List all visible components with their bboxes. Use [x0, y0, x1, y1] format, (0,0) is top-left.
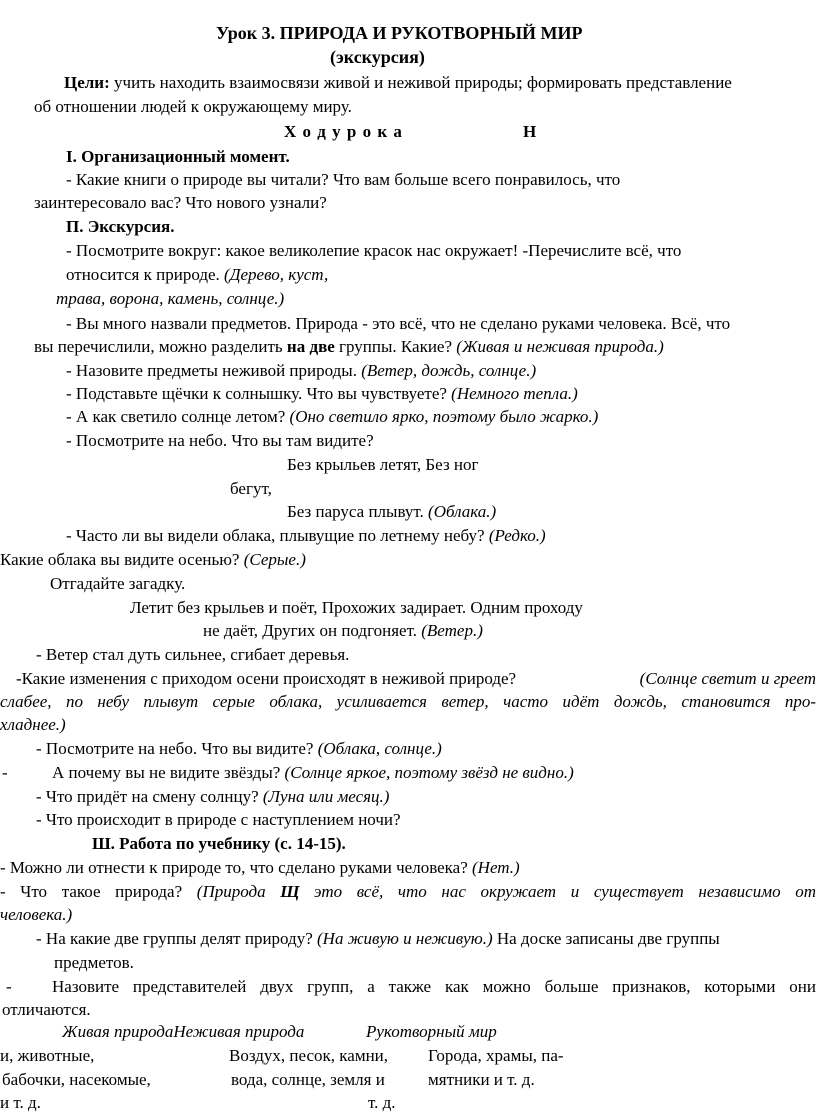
riddle-line	[203, 620, 483, 642]
answer-text: (Ветер.)	[421, 621, 483, 640]
answer-text: (Живая и неживая природа.)	[456, 337, 664, 356]
answer-text: (Солнце светит и греет	[639, 669, 816, 688]
table-cell: и т. д.	[0, 1093, 41, 1112]
text-span: - Можно ли отнести к природе то, что сделано руками человека?	[0, 858, 473, 877]
paragraph-line	[66, 360, 536, 382]
section-3-heading: Ш. Работа по учебнику (с. 14-15).	[92, 834, 346, 853]
paragraph-line	[66, 383, 578, 405]
course-heading: Х о д у р о к а	[284, 122, 403, 141]
text-span: На доске записаны две группы	[492, 929, 720, 948]
table-cell: т. д.	[368, 1093, 396, 1112]
paragraph-line: Отгадайте загадку.	[50, 574, 186, 593]
answer-text: это всё, что нас окружает и существует независимо от	[299, 882, 816, 901]
paragraph-line	[52, 976, 816, 998]
paragraph-line	[0, 881, 816, 903]
answer-text: (Природа	[196, 882, 281, 901]
answer-text: трава, ворона, камень, солнце.)	[56, 289, 285, 308]
paragraph-line: предметов.	[54, 953, 134, 972]
paragraph-line	[0, 691, 816, 713]
riddle-line	[287, 501, 496, 523]
section-2-heading: П. Экскурсия.	[66, 217, 175, 236]
paragraph-line: заинтересовало вас? Что нового узнали?	[34, 193, 327, 212]
goals-line-2: об отношении людей к окружающему миру.	[34, 97, 352, 116]
answer-text: (Серые.)	[243, 550, 306, 569]
paragraph-line	[36, 928, 720, 950]
column-header-living: Живая природа	[62, 1022, 174, 1041]
answer-text: (Нет.)	[472, 858, 520, 877]
text-span: - Что такое природа?	[0, 882, 197, 901]
paragraph-line: - Ветер стал дуть сильнее, сгибает деревья.	[36, 645, 350, 664]
paragraph-line: отличаются.	[2, 1000, 91, 1019]
paragraph-line	[0, 857, 520, 879]
column-header-nonliving: Неживая природа	[173, 1022, 305, 1041]
paragraph-line	[66, 406, 598, 428]
answer-text: (Облака, солнце.)	[317, 739, 442, 758]
table-cell: Города, храмы, па-	[428, 1046, 564, 1065]
text-span: Без паруса плывут.	[287, 502, 429, 521]
riddle-line: Без крыльев летят, Без ног	[287, 455, 479, 474]
answer-text: хладнее.)	[0, 715, 66, 734]
paragraph-line	[34, 336, 664, 358]
answer-text: (Солнце яркое, поэтому звёзд не видно.)	[284, 763, 574, 782]
paragraph-line: - Посмотрите вокруг: какое великолепие красок нас окружает! -Перечислите всё, что	[66, 241, 682, 260]
text-span: не даёт, Других он подгоняет.	[203, 621, 422, 640]
paragraph-line: - Посмотрите на небо. Что вы там видите?	[66, 431, 374, 450]
paragraph-line: - Какие книги о природе вы читали? Что вам больше всего понравилось, что	[66, 170, 621, 189]
lesson-title: Урок 3. ПРИРОДА И РУКОТВОРНЫЙ МИР	[216, 23, 583, 43]
course-letter: Н	[523, 122, 537, 141]
text-span: вы перечислили, можно разделить	[34, 337, 287, 356]
text-span: - Часто ли вы видели облака, плывущие по летнему небу?	[66, 526, 489, 545]
paragraph-line	[0, 549, 306, 571]
answer-text: (Дерево, куст,	[224, 265, 329, 284]
text-span: относится к природе.	[66, 265, 225, 284]
text-span: - Назовите предметы неживой природы.	[66, 361, 362, 380]
text-span: - Подставьте щёчки к солнышку. Что вы чувствуете?	[66, 384, 452, 403]
column-header-text: Рукотворный мир	[366, 1022, 497, 1041]
paragraph-line	[36, 738, 442, 760]
emphasis-text: Щ	[280, 882, 300, 901]
text-span: - А как светило солнце летом?	[66, 407, 290, 426]
text-span: -Какие изменения с приходом осени происходят в неживой природе?	[16, 669, 517, 688]
paragraph-line: - Вы много назвали предметов. Природа - это всё, что не сделано руками человека. Всё, что	[66, 314, 731, 333]
answer-text: слабее, по небу плывут серые облака, усиливается ветер, часто идёт дождь, становится про-	[0, 692, 816, 711]
text-span: - Что придёт на смену солнцу?	[36, 787, 263, 806]
table-cell: мятники и т. д.	[428, 1070, 535, 1089]
paragraph-line	[16, 668, 816, 690]
text-span: Назовите представителей двух групп, а также как можно больше признаков, которыми они	[52, 977, 816, 996]
answer-text: (На живую и неживую.)	[317, 929, 493, 948]
answer-text: (Луна или месяц.)	[262, 787, 390, 806]
paragraph-line: - Что происходит в природе с наступлением ночи?	[36, 810, 401, 829]
text-span: - Посмотрите на небо. Что вы видите?	[36, 739, 318, 758]
paragraph-line-dash: -	[6, 977, 12, 996]
section-1-heading: I. Организационный момент.	[66, 147, 290, 166]
goals-line	[64, 72, 732, 94]
answer-text: (Редко.)	[488, 526, 546, 545]
goals-label: Цели:	[64, 73, 110, 92]
lesson-subtitle: (экскурсия)	[330, 47, 425, 67]
emphasis-text: на две	[286, 337, 335, 356]
column-header-manmade	[366, 1021, 497, 1043]
riddle-line: Летит без крыльев и поёт, Прохожих задирает. Одним проходу	[130, 598, 583, 617]
paragraph-line	[52, 762, 574, 784]
table-header	[62, 1021, 304, 1043]
paragraph-line	[0, 714, 66, 736]
paragraph-line	[36, 786, 389, 808]
answer-text: человека.)	[0, 905, 73, 924]
table-cell: Воздух, песок, камни,	[229, 1046, 389, 1065]
table-cell: вода, солнце, земля и	[231, 1070, 385, 1089]
paragraph-line	[0, 904, 72, 926]
answer-text: (Облака.)	[428, 502, 497, 521]
table-cell: бабочки, насекомые,	[2, 1070, 151, 1089]
answer-text: (Немного тепла.)	[451, 384, 578, 403]
paragraph-line	[66, 525, 546, 547]
table-cell: и, животные,	[0, 1046, 95, 1065]
goals-text: учить находить взаимосвязи живой и неживой природы; формировать представление	[109, 73, 732, 92]
answer-text: (Ветер, дождь, солнце.)	[361, 361, 537, 380]
text-span: Какие облака вы видите осенью?	[0, 550, 244, 569]
text-span: - На какие две группы делят природу?	[36, 929, 317, 948]
paragraph-line-dash: -	[2, 763, 8, 782]
riddle-line: бегут,	[230, 479, 272, 498]
paragraph-line	[66, 264, 328, 286]
paragraph-line	[56, 288, 284, 310]
text-span: группы. Какие?	[334, 337, 457, 356]
text-span: А почему вы не видите звёзды?	[52, 763, 285, 782]
answer-text: (Оно светило ярко, поэтому было жарко.)	[289, 407, 599, 426]
